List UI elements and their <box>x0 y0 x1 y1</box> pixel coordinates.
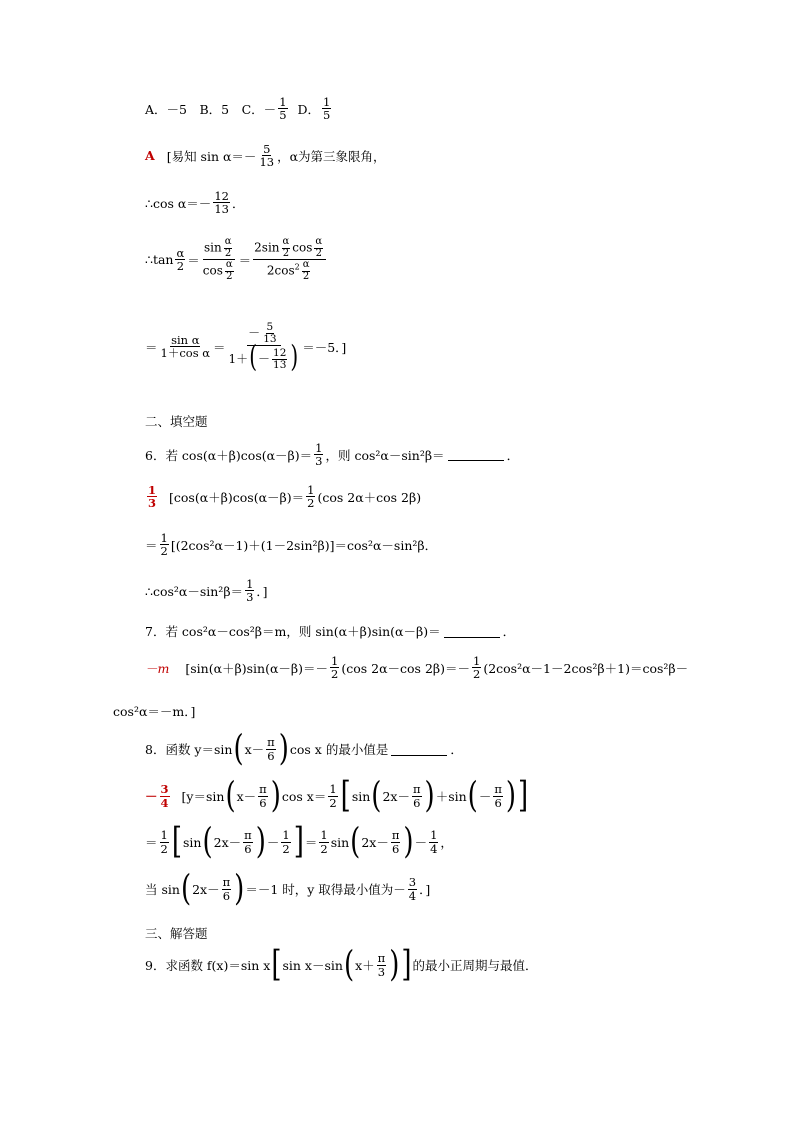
q5-solution-line-3: ∴tan $\frac{\alpha}{2}$ ＝ sin $\frac{\alpha}{2}$ cos $\frac{\alpha}{2}$ ＝ 2sin $\frac{\alpha}{2}$ cos $\frac{\alpha}{2}$ $2\cos^2$ $\frac{\alpha}{2}$ <box>145 237 328 282</box>
q5-solution-line-2 <box>145 190 244 215</box>
q6-stem-fraction: $\frac{1}{3}$ <box>315 441 323 469</box>
q5-sol2-fraction: $\frac{12}{13}$ <box>214 189 229 217</box>
q5-tan-label: ∴tan <box>145 252 174 267</box>
q7-sol1-half-a: $\frac{1}{2}$ <box>331 654 339 682</box>
q6-sol1-half: $\frac{1}{2}$ <box>307 483 315 511</box>
q5-result: ＝－5．] <box>302 339 347 355</box>
q6-solution-line-1 <box>145 484 421 509</box>
q8-solution-line-2: ＝ $\frac{1}{2}$ [ sin ( 2x－ $\frac{\pi}{6}$ ) － $\frac{1}{2}$ ] ＝ $\frac{1}{2}$ sin ( 2x－ $\frac{\pi}{6}$ ) － $\frac{1}{4}$ ， <box>145 821 453 863</box>
q8-sol3-text: 当 sin <box>145 882 180 897</box>
q5-numeric-fraction: － $\frac{5}{13}$ 1＋(－ $\frac{12}{13}$ ) <box>228 321 299 375</box>
q8-sol1-half: $\frac{1}{2}$ <box>329 782 337 810</box>
q7-sol1-text: [sin(α＋β)sin(α－β)＝－ <box>185 660 329 676</box>
q8-sol1-mid: cos x＝ <box>281 789 327 804</box>
q5-options-line <box>145 96 333 121</box>
q8-answer-blank <box>391 743 447 756</box>
q7-solution-line-2 <box>113 702 195 720</box>
q6-answer-blank <box>448 448 504 461</box>
q7-answer-blank <box>444 625 500 638</box>
q5-sol2-tail: ． <box>231 195 245 211</box>
section-2-heading: 二、填空题 <box>145 414 208 429</box>
q5-options-text: A．－5 B．5 C．－ <box>145 101 277 117</box>
q5-answer: A <box>145 148 155 164</box>
q6-sol2-text: [(2cos²α－1)＋(1－2sin²β)]＝cos²α－sin²β． <box>170 537 438 553</box>
q7-sol1-tail: (2cos²α－1－2cos²β＋1)＝cos²β－ <box>483 660 689 676</box>
q6-sol1-text: [cos(α＋β)cos(α－β)＝ <box>169 489 305 505</box>
q6-stem-tail: ，则 cos²α－sin²β＝ <box>325 447 445 463</box>
q6-sol3-fraction: $\frac{1}{3}$ <box>246 577 254 605</box>
q5-alpha-half: $\frac{\alpha}{2}$ <box>176 245 185 273</box>
q6-sol3-text: ∴cos²α－sin²β＝ <box>145 583 244 599</box>
q5-solution-line-4: ＝ $\frac{\text{sin α}}{\text{1＋cos α}}$ ＝ － $\frac{5}{13}$ 1＋(－ $\frac{12}{13}$ ) ＝－5．] <box>145 321 347 375</box>
q8-stem-text: 8．函数 y＝sin <box>145 742 233 757</box>
q5-double-angle-fraction: 2sin $\frac{\alpha}{2}$ cos $\frac{\alpha}{2}$ $2\cos^2$ $\frac{\alpha}{2}$ <box>253 237 326 282</box>
q6-sol3-tail: ．] <box>256 583 268 599</box>
q5-sol1-fraction: $\frac{5}{13}$ <box>259 142 275 170</box>
q9-stem-text: 9．求函数 f(x)＝sin x <box>145 958 271 973</box>
q8-sol3-end: ．] <box>419 882 431 897</box>
q8-answer-sign: － <box>145 789 158 804</box>
q6-solution-line-2: ＝ $\frac{1}{2}$ [(2cos²α－1)＋(1－2sin²β)]＝cos²α－sin²β． <box>145 531 438 559</box>
q7-sol2-text: cos²α＝－m．] <box>113 704 196 719</box>
q8-stem-end: ． <box>450 742 463 757</box>
q9-stem: 9．求函数 f(x)＝sin x [ sin x－sin ( x＋ $\frac{\pi}{3}$ ) ] 的最小正周期与最值． <box>145 944 538 986</box>
q6-stem-text: 6．若 cos(α＋β)cos(α－β)＝ <box>145 447 313 463</box>
q5-sin-over-cos: sin $\frac{\alpha}{2}$ cos $\frac{\alpha}{2}$ <box>202 237 237 282</box>
q6-sol1-tail: (cos 2α＋cos 2β) <box>317 489 422 505</box>
q5-sol2-text: ∴cos α＝－ <box>145 195 212 211</box>
q7-sol1-mid: (cos 2α－cos 2β)＝－ <box>341 660 470 676</box>
q6-stem-end: ． <box>506 447 520 463</box>
q5-sol1-text: [易知 sin α＝－ <box>166 148 257 164</box>
q5-sin-over-1pluscos: $\frac{\text{sin α}}{\text{1＋cos α}}$ <box>160 332 211 361</box>
q8-min-fraction: $\frac{3}{4}$ <box>408 875 417 903</box>
q5-option-c-fraction: $\frac{1}{5}$ <box>279 95 287 123</box>
q5-option-d-label: D． <box>297 101 321 117</box>
q8-solution-line-3: 当 sin ( 2x－ $\frac{\pi}{6}$ ) ＝－1 时，y 取得最小值为－ $\frac{3}{4}$ ．] <box>145 868 431 910</box>
q5-sol1-tail: ，α为第三象限角， <box>277 148 386 164</box>
q6-sol2-half: $\frac{1}{2}$ <box>160 531 168 559</box>
q8-sol2-end: ， <box>440 835 453 850</box>
q6-solution-line-3 <box>145 578 268 603</box>
q6-answer: $\frac{1}{3}$ <box>148 483 157 511</box>
q7-answer: －m <box>145 660 170 676</box>
q8-solution-line-1: － $\frac{3}{4}$ [y＝sin ( x－ $\frac{\pi}{6}$ ) cos x＝ $\frac{1}{2}$ [ sin ( 2x－ $\frac{\pi}{6}$ ) ＋sin ( － $\frac{\pi}{6}$ ) ] <box>145 775 529 817</box>
q7-stem-end: ． <box>502 624 516 639</box>
q8-stem-pi-six: $\frac{\pi}{6}$ <box>267 735 275 763</box>
section-3-heading: 三、解答题 <box>145 926 208 941</box>
q6-stem <box>145 442 519 467</box>
q8-answer: $\frac{3}{4}$ <box>160 782 169 810</box>
q8-stem-tail: cos x 的最小值是 <box>289 742 389 757</box>
q7-sol1-half-b: $\frac{1}{2}$ <box>473 654 481 682</box>
q5-option-d-fraction: $\frac{1}{5}$ <box>323 95 331 123</box>
q7-solution-line-1 <box>145 655 688 680</box>
q8-sol1-text: [y＝sin <box>181 789 225 804</box>
q7-stem <box>145 622 515 640</box>
q5-solution-line-1 <box>145 143 386 168</box>
q8-sol3-mid: ＝－1 时，y 取得最小值为－ <box>245 882 406 897</box>
q9-stem-tail: 的最小正周期与最值． <box>412 958 538 973</box>
q8-stem: 8．函数 y＝sin ( x－ $\frac{\pi}{6}$ ) cos x 的最小值是 ． <box>145 728 463 770</box>
q7-stem-text: 7．若 cos²α－cos²β＝m，则 sin(α＋β)sin(α－β)＝ <box>145 624 441 639</box>
